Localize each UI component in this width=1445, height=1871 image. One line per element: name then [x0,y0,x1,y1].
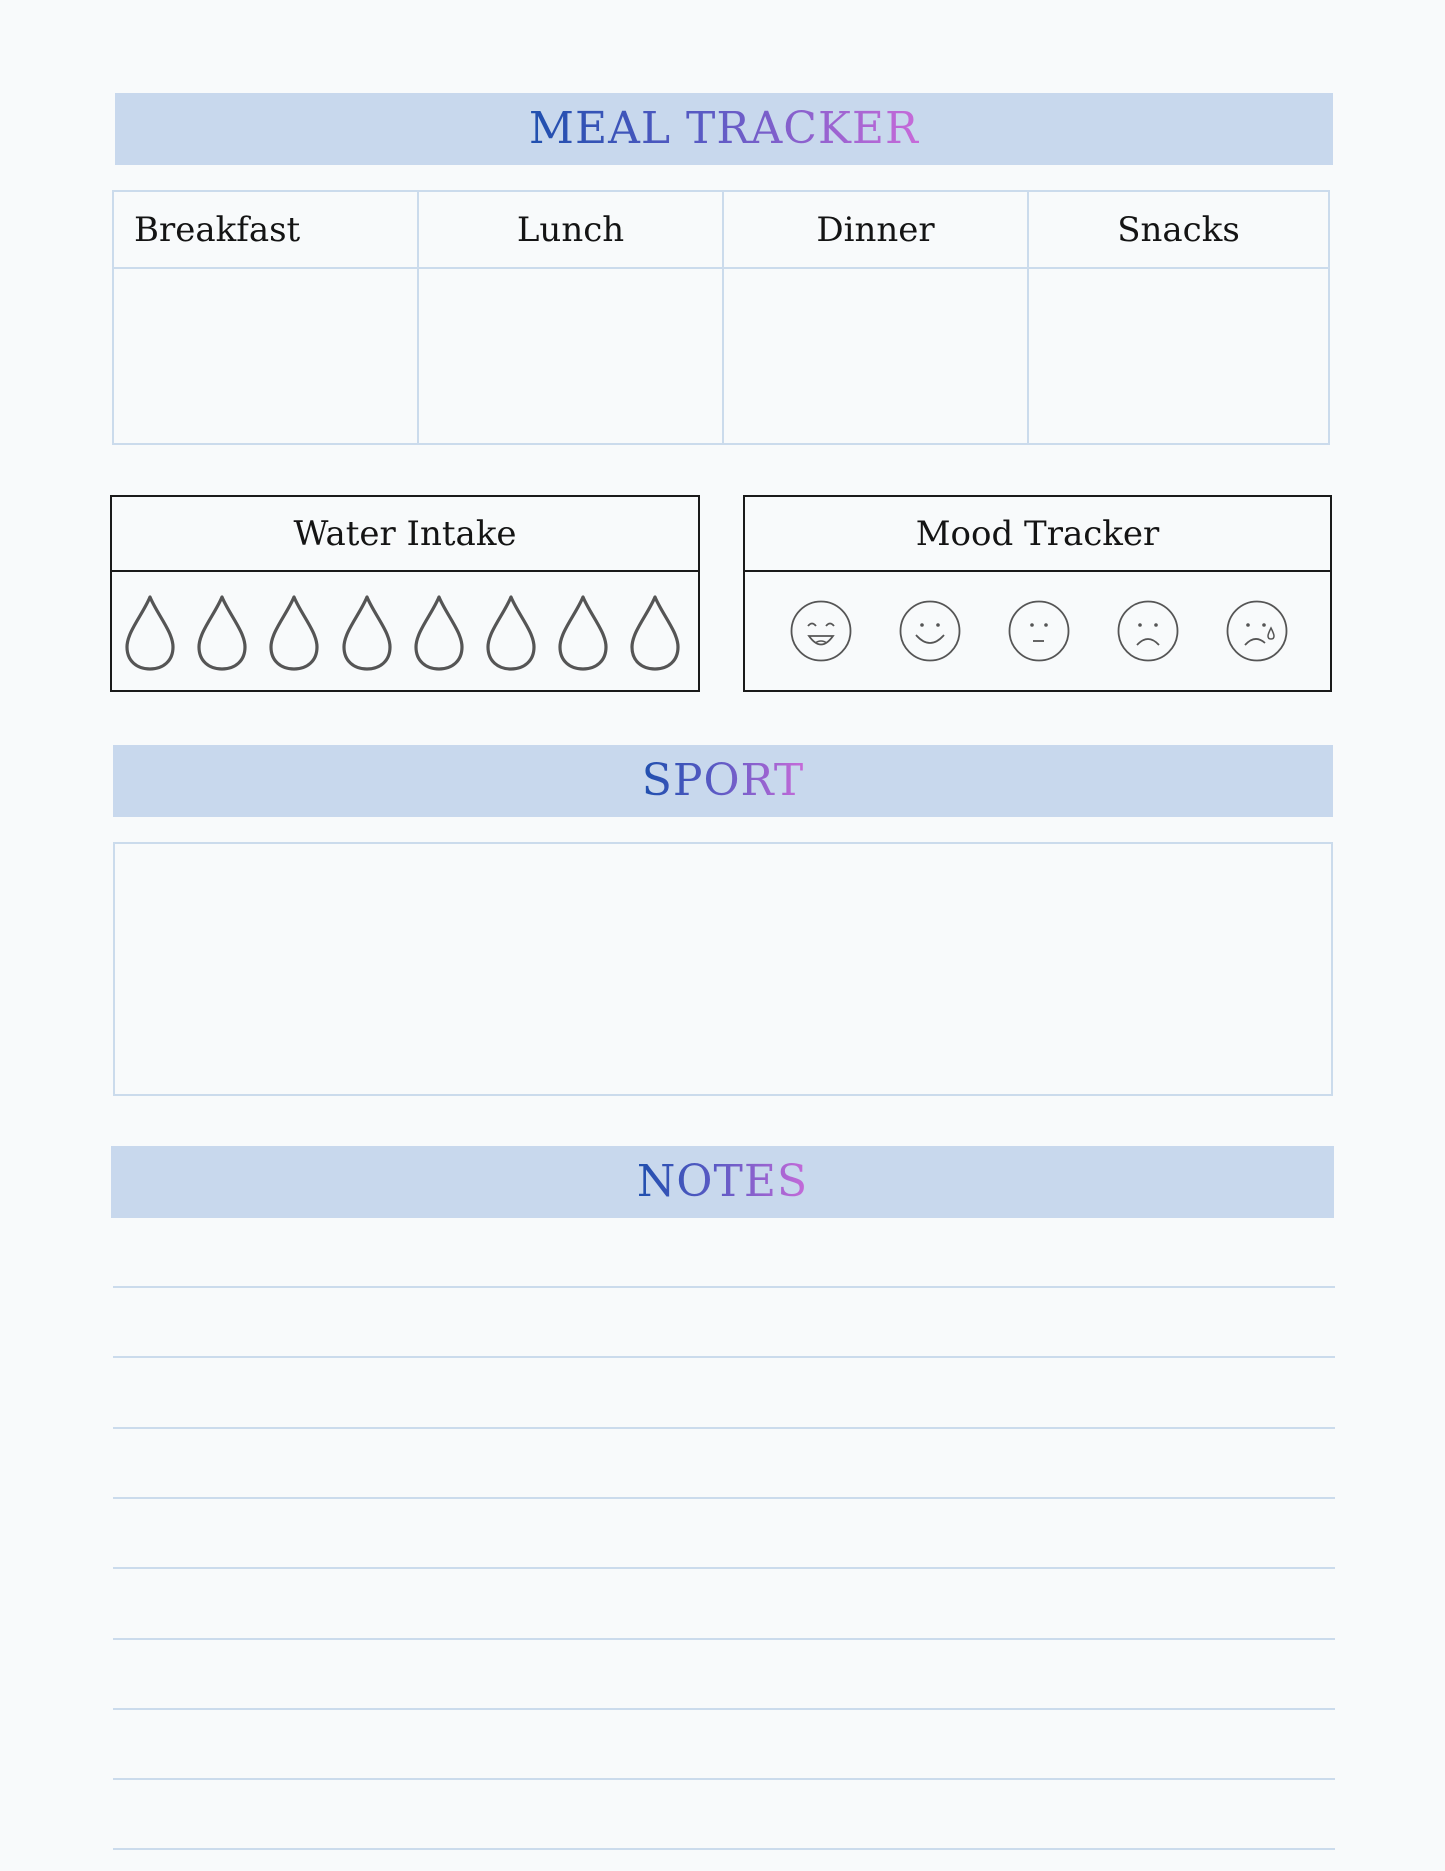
notes-title: NOTES [636,1156,809,1207]
note-line[interactable] [113,1427,1335,1429]
note-line[interactable] [113,1848,1335,1850]
sport-area[interactable] [113,842,1333,1096]
water-drops-row [112,572,698,692]
note-line[interactable] [113,1567,1335,1569]
water-drop-icon[interactable] [124,594,176,676]
sport-title: SPORT [641,755,805,806]
note-line[interactable] [113,1497,1335,1499]
water-drop-icon[interactable] [557,594,609,676]
meal-header-breakfast: Breakfast [114,192,419,269]
meal-tracker-title: MEAL TRACKER [528,103,920,154]
notes-banner [111,1146,1334,1218]
meal-table [112,190,1330,445]
mood-tracker-title: Mood Tracker [745,497,1330,572]
water-drop-icon[interactable] [196,594,248,676]
note-line[interactable] [113,1778,1335,1780]
sport-banner [113,745,1333,817]
water-drop-icon[interactable] [629,594,681,676]
note-line[interactable] [113,1708,1335,1710]
mood-faces-row [745,572,1330,692]
meal-header-lunch: Lunch [419,192,724,269]
snacks-cell[interactable] [1029,269,1328,443]
water-drop-icon[interactable] [413,594,465,676]
water-intake-title: Water Intake [112,497,698,572]
water-drop-icon[interactable] [268,594,320,676]
meal-header-snacks: Snacks [1029,192,1328,269]
water-intake-box [110,495,700,692]
breakfast-cell[interactable] [114,269,419,443]
note-line[interactable] [113,1638,1335,1640]
meal-header-dinner: Dinner [724,192,1029,269]
mood-tracker-box [743,495,1332,692]
note-line[interactable] [113,1286,1335,1288]
dinner-cell[interactable] [724,269,1029,443]
water-drop-icon[interactable] [485,594,537,676]
lunch-cell[interactable] [419,269,724,443]
smiling-face-icon[interactable] [898,599,962,667]
water-drop-icon[interactable] [341,594,393,676]
meal-tracker-banner [115,93,1333,165]
frowning-face-icon[interactable] [1116,599,1180,667]
note-line[interactable] [113,1356,1335,1358]
neutral-face-icon[interactable] [1007,599,1071,667]
laughing-face-icon[interactable] [789,599,853,667]
crying-face-icon[interactable] [1225,599,1289,667]
